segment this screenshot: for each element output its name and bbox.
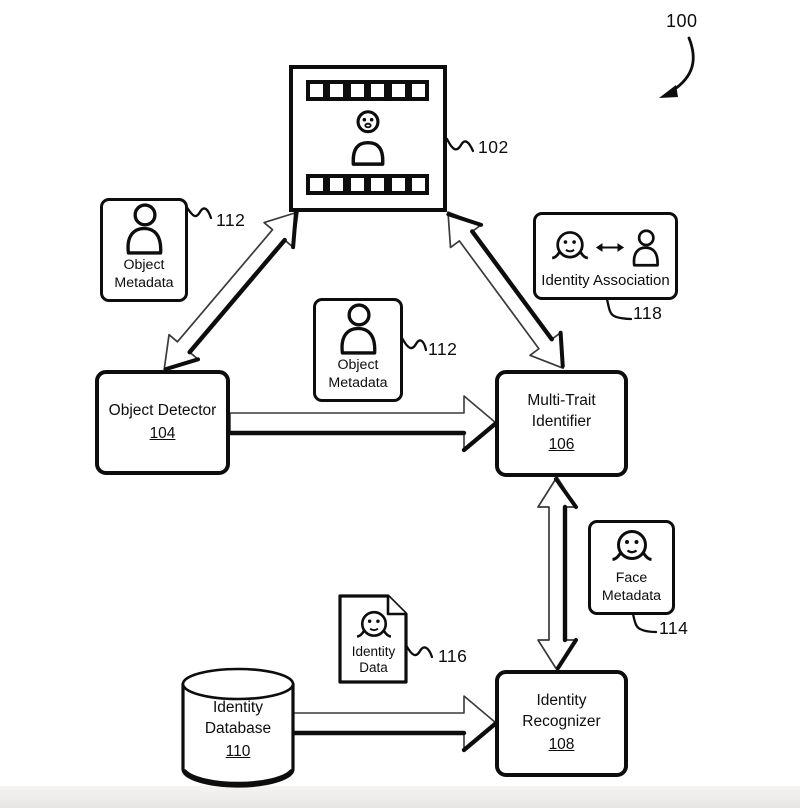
face-metadata-box [588, 520, 675, 615]
face-icon [609, 528, 655, 568]
figure-ref-arrow [659, 38, 693, 98]
identity-data-title: Identity Data [351, 643, 396, 675]
figure-ref-label: 100 [666, 11, 698, 31]
object-metadata-left-box [100, 198, 188, 302]
ref-label-118: 118 [633, 303, 663, 323]
identity-recognizer-ref: 108 [548, 735, 575, 753]
film-strip [306, 80, 429, 195]
multi-trait-identifier-title: Multi-Trait Identifier [527, 392, 596, 431]
identity-data-content [340, 597, 407, 681]
identity-database-title: Identity Database [204, 699, 272, 737]
ref-label-116: 116 [438, 646, 468, 666]
face-icon [354, 609, 394, 644]
video-frames-box [289, 65, 447, 212]
ref-connector-118 [607, 299, 631, 319]
ref-connector-112-center [402, 338, 426, 350]
ref-connector-116 [406, 645, 432, 657]
left-right-arrow-icon [595, 240, 625, 255]
object-detector-ref: 104 [149, 424, 176, 442]
identity-association-icons [549, 229, 662, 267]
identity-database-ref: 110 [225, 742, 251, 760]
face-icon [549, 229, 591, 266]
film-sprockets-bottom [306, 178, 429, 191]
ref-label-114: 114 [659, 618, 689, 638]
ref-label-112-center: 112 [428, 339, 458, 359]
multi-trait-identifier-ref: 106 [548, 435, 575, 453]
object-metadata-center-box [313, 298, 403, 402]
multi-trait-identifier-box [495, 370, 628, 477]
ref-connector-112-left [186, 206, 211, 218]
person-face-icon [345, 109, 391, 167]
film-sprockets-top [306, 84, 429, 97]
identity-association-title: Identity Association [541, 271, 670, 289]
identity-recognizer-title: Identity Recognizer [522, 692, 601, 731]
person-outline-icon [629, 229, 662, 267]
face-metadata-title: Face Metadata [601, 570, 662, 604]
person-outline-icon [335, 303, 381, 355]
film-frame [306, 101, 429, 174]
person-outline-icon [121, 203, 167, 255]
ref-label-102: 102 [478, 137, 509, 157]
identity-recognizer-box [495, 670, 628, 777]
identity-database-content [183, 698, 293, 763]
edge-multi-trait-recognizer [538, 477, 576, 670]
identity-association-box [533, 212, 678, 300]
object-metadata-center-title: Object Metadata [328, 357, 388, 391]
ref-label-112-left: 112 [216, 210, 246, 230]
edge-database-recognizer [293, 696, 496, 750]
object-detector-title: Object Detector [108, 401, 217, 419]
object-detector-box [95, 370, 230, 475]
ref-connector-102 [447, 139, 473, 151]
edge-detector-multi-trait [230, 396, 496, 450]
ref-connector-114 [633, 614, 656, 632]
object-metadata-left-title: Object Metadata [114, 257, 174, 291]
